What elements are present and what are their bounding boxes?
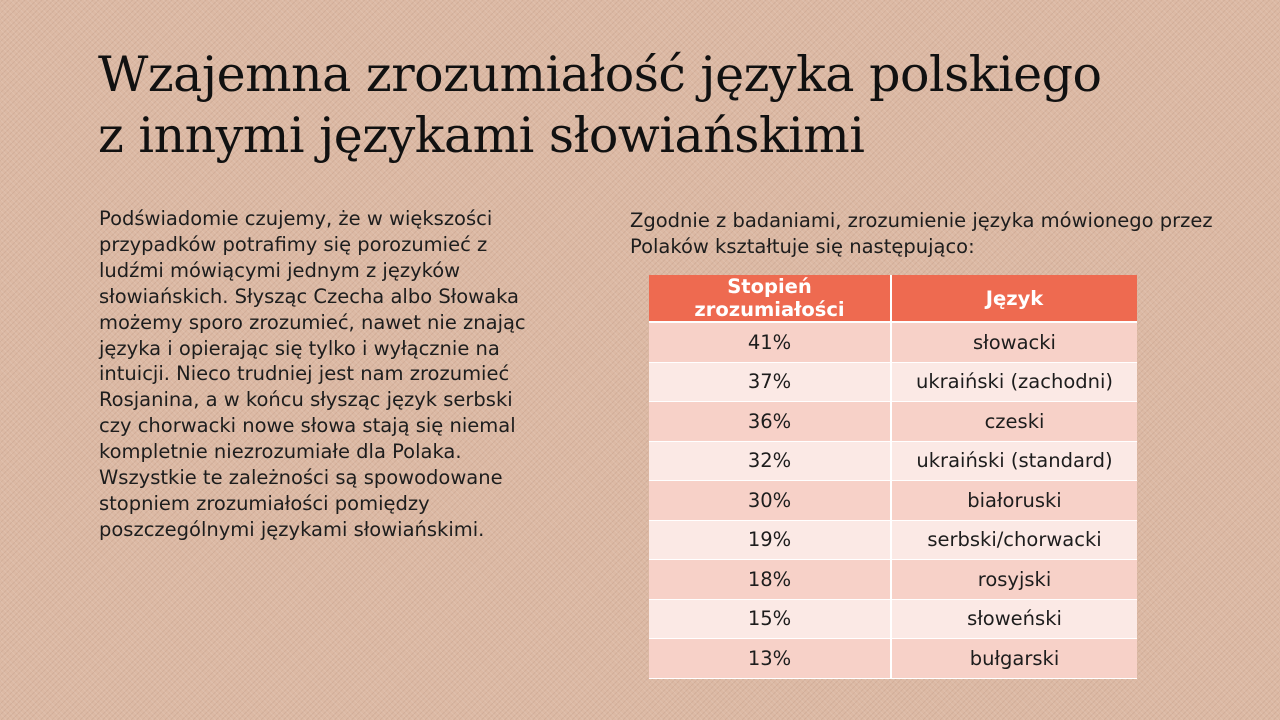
language-cell: ukraiński (zachodni) bbox=[891, 362, 1137, 402]
language-cell: czeski bbox=[891, 402, 1137, 442]
table-intro-line: Polaków kształtuje się następująco: bbox=[630, 235, 975, 258]
percent-cell: 36% bbox=[649, 402, 891, 442]
body-text-line: intuicji. Nieco trudniej jest nam zrozumieć bbox=[99, 362, 510, 386]
language-cell: słoweński bbox=[891, 599, 1137, 639]
body-text-line: Wszystkie te zależności są spowodowane bbox=[99, 466, 503, 490]
body-text-line: możemy sporo zrozumieć, nawet nie znając bbox=[99, 310, 526, 334]
language-cell: rosyjski bbox=[891, 560, 1137, 600]
language-cell: słowacki bbox=[891, 322, 1137, 362]
language-cell: białoruski bbox=[891, 481, 1137, 521]
table-row bbox=[649, 639, 1137, 679]
percent-cell: 13% bbox=[649, 639, 891, 679]
slide-title bbox=[98, 44, 1218, 166]
table-row bbox=[649, 441, 1137, 481]
slide-title-line: Wzajemna zrozumiałość języka polskiego bbox=[98, 46, 1102, 103]
body-text-line: Rosjanina, a w końcu słysząc język serbski bbox=[99, 388, 513, 412]
table-row bbox=[649, 520, 1137, 560]
table-intro-line: Zgodnie z badaniami, zrozumienie języka mówionego przez bbox=[630, 209, 1213, 232]
table-row bbox=[649, 560, 1137, 600]
body-text-line: przypadków potrafimy się porozumieć z bbox=[99, 232, 488, 256]
body-text-line: poszczególnymi językami słowiańskimi. bbox=[99, 517, 485, 541]
column-header-intelligibility: Stopień zrozumiałości bbox=[649, 275, 891, 322]
table-intro-text bbox=[630, 208, 1250, 260]
language-cell: ukraiński (standard) bbox=[891, 441, 1137, 481]
percent-cell: 30% bbox=[649, 481, 891, 521]
percent-cell: 37% bbox=[649, 362, 891, 402]
language-cell: bułgarski bbox=[891, 639, 1137, 679]
percent-cell: 19% bbox=[649, 520, 891, 560]
percent-cell: 32% bbox=[649, 441, 891, 481]
table-row bbox=[649, 402, 1137, 442]
body-text-line: ludźmi mówiącymi jednym z języków bbox=[99, 258, 461, 282]
language-cell: serbski/chorwacki bbox=[891, 520, 1137, 560]
body-text-line: języka i opierając się tylko i wyłącznie na bbox=[99, 336, 500, 360]
body-text-line: stopniem zrozumiałości pomiędzy bbox=[99, 491, 430, 515]
percent-cell: 15% bbox=[649, 599, 891, 639]
table-header-row bbox=[649, 275, 1137, 322]
slide-title-line: z innymi językami słowiańskimi bbox=[98, 107, 865, 164]
body-text bbox=[99, 206, 539, 543]
percent-cell: 18% bbox=[649, 560, 891, 600]
table-row bbox=[649, 322, 1137, 362]
column-header-language: Język bbox=[891, 275, 1137, 322]
body-text-line: kompletnie niezrozumiałe dla Polaka. bbox=[99, 440, 462, 464]
table-row bbox=[649, 362, 1137, 402]
intelligibility-table bbox=[649, 275, 1137, 679]
percent-cell: 41% bbox=[649, 322, 891, 362]
table-row bbox=[649, 599, 1137, 639]
body-text-line: czy chorwacki nowe słowa stają się niemal bbox=[99, 414, 516, 438]
body-text-line: słowiańskich. Słysząc Czecha albo Słowaka bbox=[99, 284, 519, 308]
table-row bbox=[649, 481, 1137, 521]
body-text-line: Podświadomie czujemy, że w większości bbox=[99, 207, 493, 230]
